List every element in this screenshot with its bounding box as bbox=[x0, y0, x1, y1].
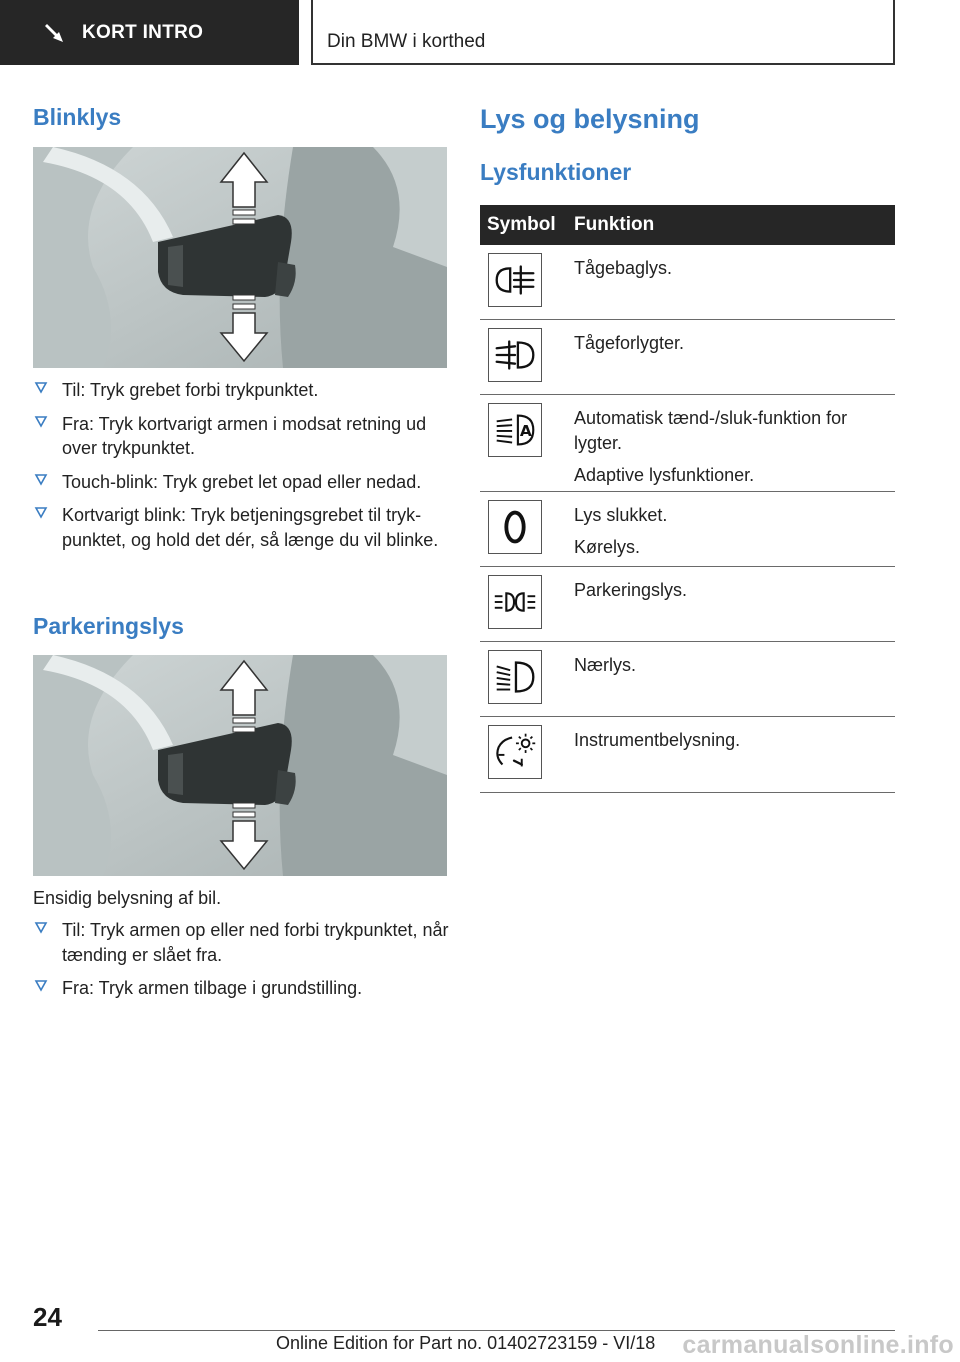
table-row bbox=[480, 320, 895, 395]
table-header bbox=[480, 205, 895, 245]
triangle-bullet-icon bbox=[34, 505, 48, 521]
blinklys-list bbox=[33, 378, 449, 561]
list-item: Kortvarigt blink: Tryk betjeningsgrebet til tryk-punktet, og hold det dér, så længe du vil blinke. bbox=[33, 503, 449, 552]
table-row bbox=[480, 395, 895, 492]
table-row bbox=[480, 245, 895, 320]
column-header-function: Funktion bbox=[574, 214, 655, 235]
function-text: Nærlys. bbox=[574, 655, 636, 675]
watermark: carmanualsonline.info bbox=[682, 1331, 954, 1359]
list-item: Touch-blink: Tryk grebet let opad eller nedad. bbox=[33, 470, 449, 495]
table-row bbox=[480, 492, 895, 567]
parking-light-icon bbox=[488, 575, 542, 629]
car-stalk-icon bbox=[42, 20, 68, 46]
fog-front-light-icon bbox=[488, 328, 542, 382]
chapter-header bbox=[311, 0, 895, 65]
table-row bbox=[480, 717, 895, 793]
function-text: Lys slukket. Kørelys. bbox=[574, 505, 668, 557]
function-text: Tågeforlygter. bbox=[574, 333, 685, 353]
table-row bbox=[480, 642, 895, 717]
triangle-bullet-icon bbox=[34, 472, 48, 488]
light-functions-table bbox=[480, 205, 895, 793]
auto-headlight-icon bbox=[488, 403, 542, 457]
parkeringslys-list bbox=[33, 918, 449, 1010]
lights-off-icon bbox=[488, 500, 542, 554]
list-item: Til: Tryk armen op eller ned forbi trykpunktet, når tænding er slået fra. bbox=[33, 918, 449, 967]
table-row bbox=[480, 567, 895, 642]
column-header-symbol: Symbol bbox=[487, 214, 556, 235]
lys-og-belysning-heading: Lys og belysning bbox=[480, 104, 700, 134]
function-text: Automatisk tænd-/sluk-funktion for lygter. Adaptive lysfunktioner. bbox=[574, 408, 848, 485]
page-number: 24 bbox=[33, 1302, 62, 1332]
function-text: Instrumentbelysning. bbox=[574, 730, 741, 750]
chapter-title: Din BMW i korthed bbox=[327, 31, 486, 52]
parkeringslys-intro: Ensidig belysning af bil. bbox=[33, 888, 222, 908]
triangle-bullet-icon bbox=[34, 978, 48, 994]
parkeringslys-heading: Parkeringslys bbox=[33, 613, 184, 639]
triangle-bullet-icon bbox=[34, 380, 48, 396]
fog-rear-light-icon bbox=[488, 253, 542, 307]
list-item: Fra: Tryk armen tilbage i grundstilling. bbox=[33, 976, 449, 1001]
edition-info: Online Edition for Part no. 01402723159 - VI/18 bbox=[276, 1333, 656, 1353]
list-item: Til: Tryk grebet forbi trykpunktet. bbox=[33, 378, 449, 403]
section-tab[interactable] bbox=[0, 0, 299, 65]
parking-light-illustration bbox=[33, 655, 447, 876]
function-text: Parkeringslys. bbox=[574, 580, 688, 600]
list-item: Fra: Tryk kortvarigt armen i modsat retning ud over trykpunktet. bbox=[33, 412, 449, 461]
low-beam-icon bbox=[488, 650, 542, 704]
triangle-bullet-icon bbox=[34, 414, 48, 430]
turn-signal-illustration bbox=[33, 147, 447, 368]
blinklys-heading: Blinklys bbox=[33, 104, 122, 130]
instrument-lighting-icon bbox=[488, 725, 542, 779]
section-title: KORT INTRO bbox=[82, 21, 204, 43]
triangle-bullet-icon bbox=[34, 920, 48, 936]
svg-text:A: A bbox=[519, 421, 532, 440]
lysfunktioner-heading: Lysfunktioner bbox=[480, 159, 632, 185]
function-text: Tågebaglys. bbox=[574, 258, 673, 278]
